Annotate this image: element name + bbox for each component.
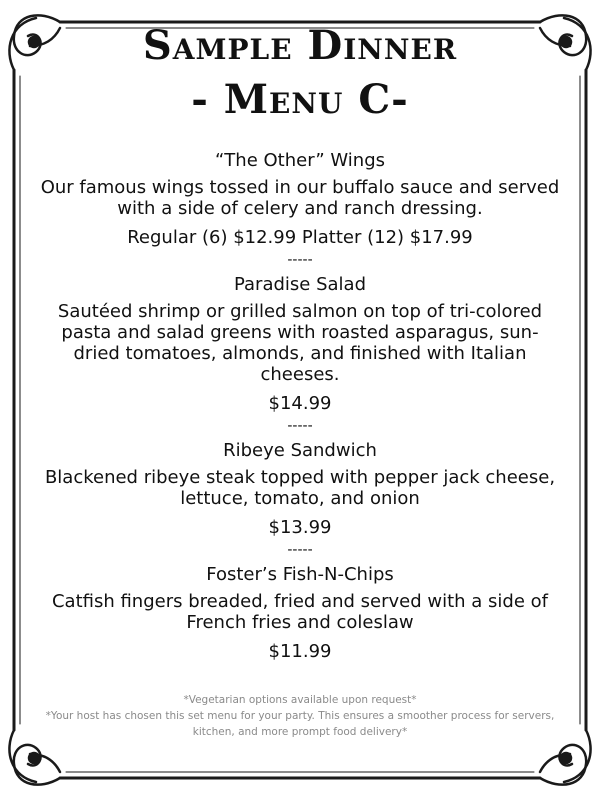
item-price: $14.99 (268, 393, 332, 414)
item-price: Regular (6) $12.99 Platter (12) $17.99 (127, 227, 473, 248)
item-description: Catfish fingers breaded, fried and served with a side of French fries and coleslaw (51, 591, 549, 633)
separator: ----- (287, 542, 313, 558)
item-name: Ribeye Sandwich (223, 440, 377, 461)
menu-item (40, 150, 560, 248)
menu-item (40, 274, 560, 414)
menu-notes (40, 692, 560, 740)
menu-items (40, 150, 560, 662)
item-description: Blackened ribeye steak topped with pepper jack cheese, lettuce, tomato, and onion (44, 467, 556, 509)
menu-item (40, 564, 560, 662)
item-price: $11.99 (268, 641, 332, 662)
vegetarian-note: *Vegetarian options available upon request* (183, 694, 417, 706)
menu-title: Sample Dinner (142, 22, 458, 69)
item-description: Sautéed shrimp or grilled salmon on top of tri-colored pasta and salad greens with roasted asparagus, sun-dried tomatoes, almonds, and finished with Italian cheeses. (57, 301, 543, 385)
separator: ----- (287, 418, 313, 434)
separator: ----- (287, 252, 313, 268)
item-name: Foster’s Fish-N-Chips (206, 564, 394, 585)
item-price: $13.99 (268, 517, 332, 538)
menu-subtitle: - Menu C- (191, 76, 409, 123)
host-note: *Your host has chosen this set menu for your party. This ensures a smoother process for servers, kitchen, and more prompt food delivery* (45, 710, 555, 738)
item-name: “The Other” Wings (214, 150, 386, 171)
item-name: Paradise Salad (233, 274, 367, 295)
menu-item (40, 440, 560, 538)
item-description: Our famous wings tossed in our buffalo sauce and served with a side of celery and ranch dressing. (40, 177, 560, 219)
